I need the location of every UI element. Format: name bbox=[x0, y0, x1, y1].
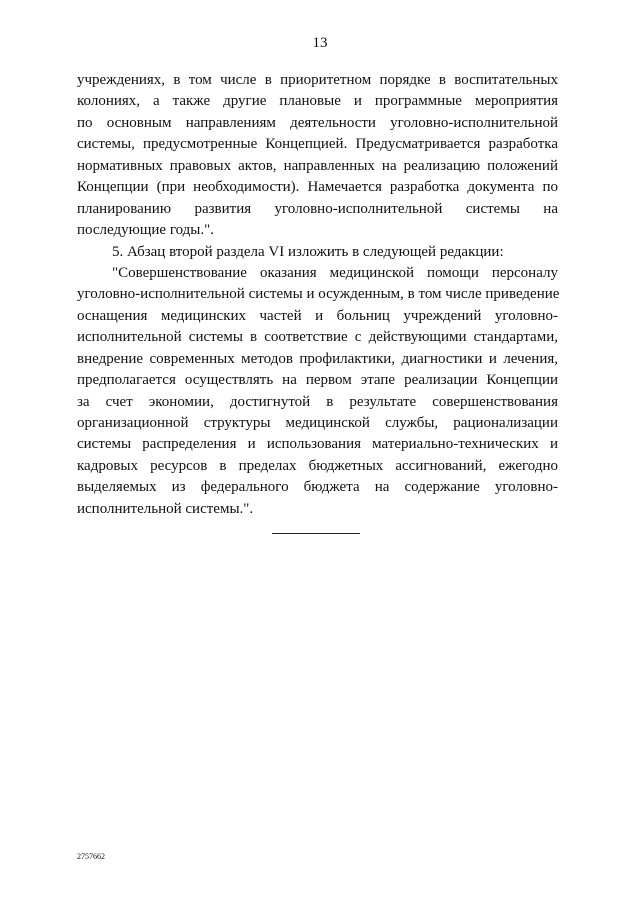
text-line: уголовно-исполнительной системы и осужденным, в том числе приведение bbox=[77, 286, 560, 303]
text-line: исполнительной системы.". bbox=[77, 500, 254, 517]
text-line: 5. Абзац второй раздела VI изложить в следующей редакции: bbox=[112, 243, 504, 260]
text-line: последующие годы.". bbox=[77, 222, 215, 239]
paragraph bbox=[77, 70, 558, 242]
document-body bbox=[77, 70, 558, 520]
text-line: выделяемых из федерального бюджета на содержание уголовно- bbox=[77, 479, 558, 496]
text-line: кадровых ресурсов в пределах бюджетных ассигнований, ежегодно bbox=[77, 457, 558, 474]
paragraph bbox=[77, 242, 558, 263]
text-line: предполагается осуществлять на первом этапе реализации Концепции bbox=[77, 372, 558, 389]
text-line: системы, предусмотренные Концепцией. Предусматривается разработка bbox=[77, 136, 558, 153]
text-line: за счет экономии, достигнутой в результате совершенствования bbox=[77, 393, 558, 410]
text-line: "Совершенствование оказания медицинской помощи персоналу bbox=[112, 264, 558, 281]
text-line: учреждениях, в том числе в приоритетном порядке в воспитательных bbox=[77, 72, 558, 88]
text-line: оснащения медицинских частей и больниц учреждений уголовно- bbox=[77, 307, 558, 324]
text-line: Концепции (при необходимости). Намечается разработка документа по bbox=[77, 179, 558, 196]
text-line: системы распределения и использования материально-технических и bbox=[77, 436, 558, 453]
text-line: исполнительной системы в соответствие с действующими стандартами, bbox=[77, 329, 558, 346]
page-number: 13 bbox=[312, 35, 328, 51]
text-line: нормативных правовых актов, направленных на реализацию положений bbox=[77, 157, 558, 174]
text-line: организационной структуры медицинской службы, рационализации bbox=[77, 415, 558, 431]
text-line: внедрение современных методов профилактики, диагностики и лечения, bbox=[77, 350, 558, 367]
separator-line bbox=[272, 533, 360, 534]
text-line: планированию развития уголовно-исполнительной системы на bbox=[77, 200, 558, 217]
paragraph bbox=[77, 263, 558, 520]
footer-code: 2757662 bbox=[77, 852, 105, 861]
text-line: колониях, а также другие плановые и программные мероприятия bbox=[77, 93, 558, 110]
text-line: по основным направлениям деятельности уголовно-исполнительной bbox=[77, 114, 558, 131]
